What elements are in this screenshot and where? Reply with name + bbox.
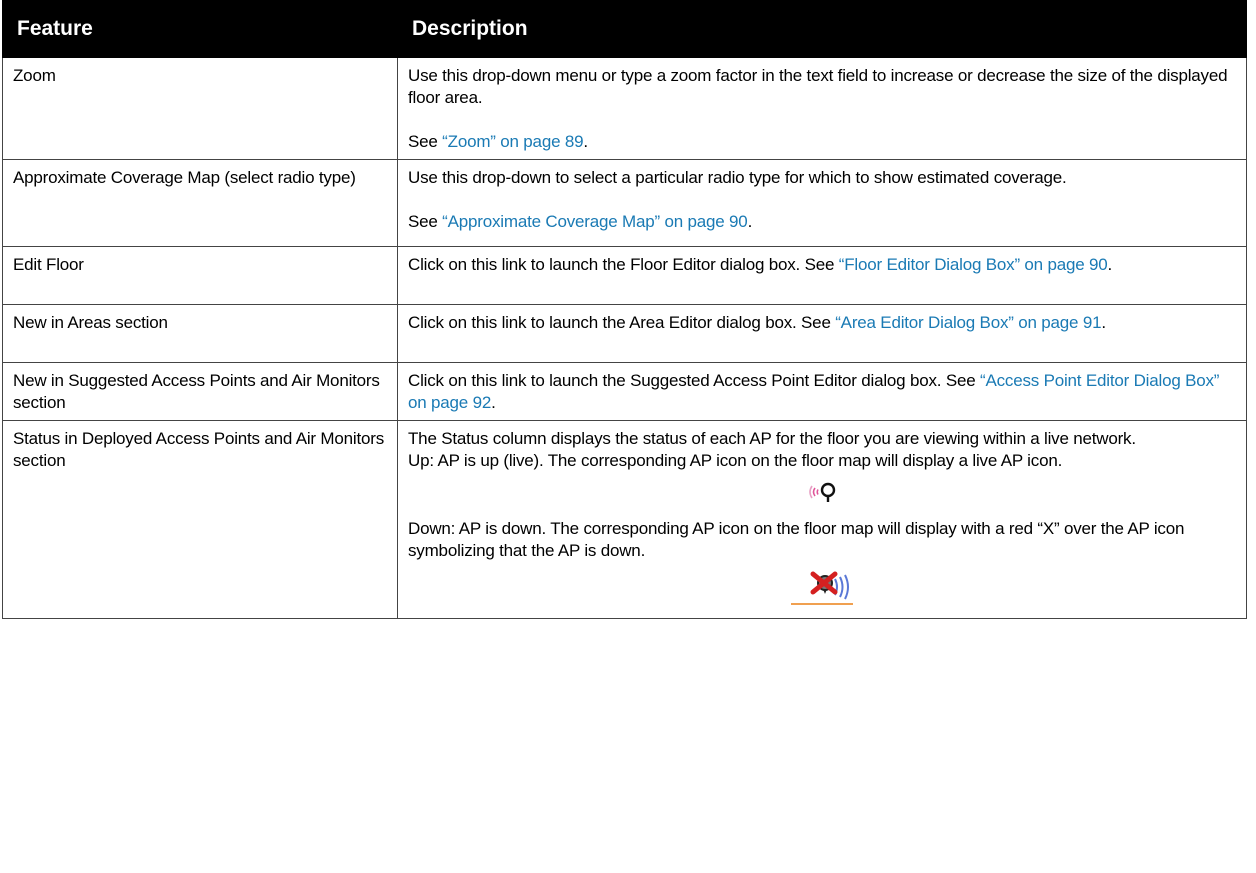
see-prefix: See: [408, 212, 443, 231]
cross-reference-link[interactable]: “Access Point Editor Dialog Box” on page 92: [408, 371, 1220, 412]
description-text: Click on this link to launch the Floor Editor dialog box. See: [408, 255, 839, 274]
cross-reference-link[interactable]: “Zoom” on page 89: [442, 132, 584, 151]
status-up-text: Up: AP is up (live). The corresponding AP icon on the floor map will display a live AP icon.: [408, 451, 1063, 470]
column-header-feature: Feature: [3, 1, 398, 58]
see-suffix: .: [583, 132, 588, 151]
feature-cell: Approximate Coverage Map (select radio type): [3, 160, 398, 247]
table-row: [3, 363, 1247, 421]
description-text: The Status column displays the status of each AP for the floor you are viewing within a live network.: [408, 429, 1136, 448]
cross-reference-link[interactable]: “Area Editor Dialog Box” on page 91: [835, 313, 1102, 332]
description-text: Click on this link to launch the Area Editor dialog box. See: [408, 313, 836, 332]
description-suffix: .: [1107, 255, 1113, 274]
down-ap-icon-graphic: [791, 570, 853, 606]
table-row: [3, 160, 1247, 247]
description-cell: [398, 305, 1247, 363]
see-also: [408, 211, 1236, 233]
feature-cell: New in Areas section: [3, 305, 398, 363]
description-cell: [398, 160, 1247, 247]
description-cell: [398, 247, 1247, 305]
cross-reference-link[interactable]: “Approximate Coverage Map” on page 90: [442, 212, 748, 231]
description-suffix: .: [491, 393, 496, 412]
feature-table: [2, 0, 1247, 619]
table-header-row: [3, 1, 1247, 58]
table-row: [3, 305, 1247, 363]
see-prefix: See: [408, 132, 443, 151]
description-cell: [398, 363, 1247, 421]
description-text: Use this drop-down menu or type a zoom factor in the text field to increase or decrease the size of the displayed floor area.: [408, 66, 1228, 107]
cross-reference-link[interactable]: “Floor Editor Dialog Box” on page 90: [838, 255, 1108, 274]
table-row: [3, 421, 1247, 619]
description-text: Click on this link to launch the Suggested Access Point Editor dialog box. See: [408, 371, 980, 390]
feature-cell: Zoom: [3, 58, 398, 160]
down-ap-icon: [408, 570, 1236, 612]
live-ap-icon-graphic: [804, 480, 840, 506]
feature-cell: Edit Floor: [3, 247, 398, 305]
feature-cell: Status in Deployed Access Points and Air Monitors section: [3, 421, 398, 619]
see-also: [408, 131, 1236, 153]
description-text: Use this drop-down to select a particular radio type for which to show estimated coverage.: [408, 168, 1067, 187]
see-suffix: .: [747, 212, 753, 231]
live-ap-icon: [408, 480, 1236, 512]
table-row: [3, 58, 1247, 160]
feature-cell: New in Suggested Access Points and Air Monitors section: [3, 363, 398, 421]
table-row: [3, 247, 1247, 305]
description-cell: [398, 58, 1247, 160]
status-down-text: Down: AP is down. The corresponding AP icon on the floor map will display with a red “X” over the AP icon symbolizing that the AP is down.: [408, 519, 1185, 560]
description-cell: [398, 421, 1247, 619]
description-suffix: .: [1101, 313, 1106, 332]
column-header-description: Description: [398, 1, 1247, 58]
